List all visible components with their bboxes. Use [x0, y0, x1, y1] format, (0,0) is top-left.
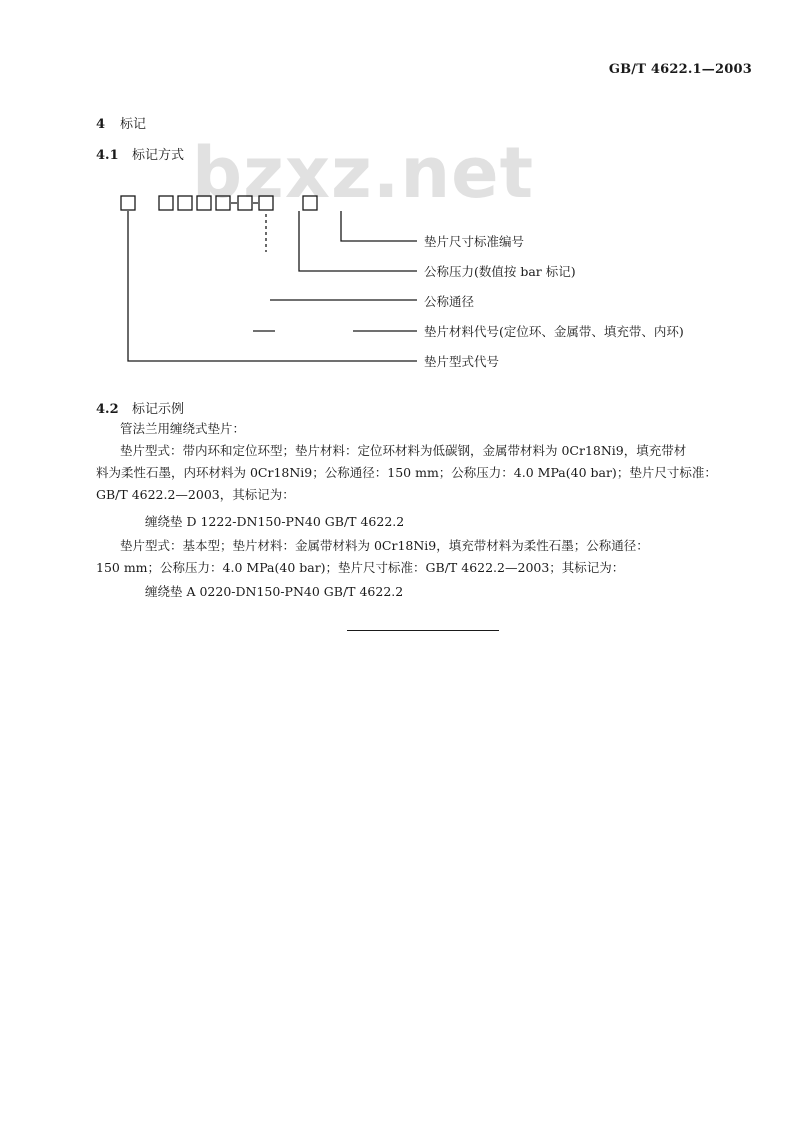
example-2-marking: 缠绕垫 A 0220-DN150-PN40 GB/T 4622.2: [145, 584, 404, 599]
box-dn: [238, 196, 252, 210]
leader-standard: [341, 211, 417, 241]
label-nominal-pressure: 公称压力(数值按 bar 标记): [424, 264, 576, 279]
leader-type: [128, 211, 417, 361]
box-pn: [259, 196, 273, 210]
marking-structure-diagram: [0, 0, 800, 400]
example-1-marking: 缠绕垫 D 1222-DN150-PN40 GB/T 4622.2: [145, 514, 405, 529]
example-2-line-2: 150 mm；公称压力：4.0 MPa(40 bar)；垫片尺寸标准：GB/T 4622.2—2003；其标记为：: [96, 560, 625, 575]
section-4-1-number: 4.1: [96, 148, 119, 163]
example-2-line-1: 垫片型式：基本型；垫片材料：金属带材料为 0Cr18Ni9，填充带材料为柔性石墨；公称通径：: [120, 538, 649, 553]
example-1-line-3: GB/T 4622.2—2003，其标记为：: [96, 487, 295, 502]
box-material-4: [216, 196, 230, 210]
label-gasket-size-standard: 垫片尺寸标准编号: [424, 234, 525, 249]
box-material-1: [159, 196, 173, 210]
box-standard: [303, 196, 317, 210]
end-rule: [347, 630, 499, 631]
label-material-code: 垫片材料代号(定位环、金属带、填充带、内环): [424, 324, 684, 339]
section-4-2-heading: [96, 398, 184, 417]
section-4-number: 4: [96, 117, 106, 132]
section-4-2-title: 标记示例: [132, 402, 185, 417]
standard-number-header: GB/T 4622.1—2003: [608, 62, 752, 77]
example-1-line-2: 料为柔性石墨，内环材料为 0Cr18Ni9；公称通径：150 mm；公称压力：4.0 MPa(40 bar)；垫片尺寸标准：: [96, 465, 717, 480]
box-gasket-type: [121, 196, 135, 210]
watermark: bzxz.net: [192, 132, 535, 214]
section-4-2-number: 4.2: [96, 402, 119, 417]
box-material-3: [197, 196, 211, 210]
label-gasket-type-code: 垫片型式代号: [424, 354, 500, 369]
section-4-title: 标记: [120, 117, 147, 132]
example-intro: 管法兰用缠绕式垫片：: [120, 421, 246, 436]
section-4-1-title: 标记方式: [132, 148, 185, 163]
label-nominal-diameter: 公称通径: [424, 294, 475, 309]
box-material-2: [178, 196, 192, 210]
example-1-line-1: 垫片型式：带内环和定位环型；垫片材料：定位环材料为低碳钢，金属带材料为 0Cr18Ni9，填充带材: [120, 443, 687, 458]
